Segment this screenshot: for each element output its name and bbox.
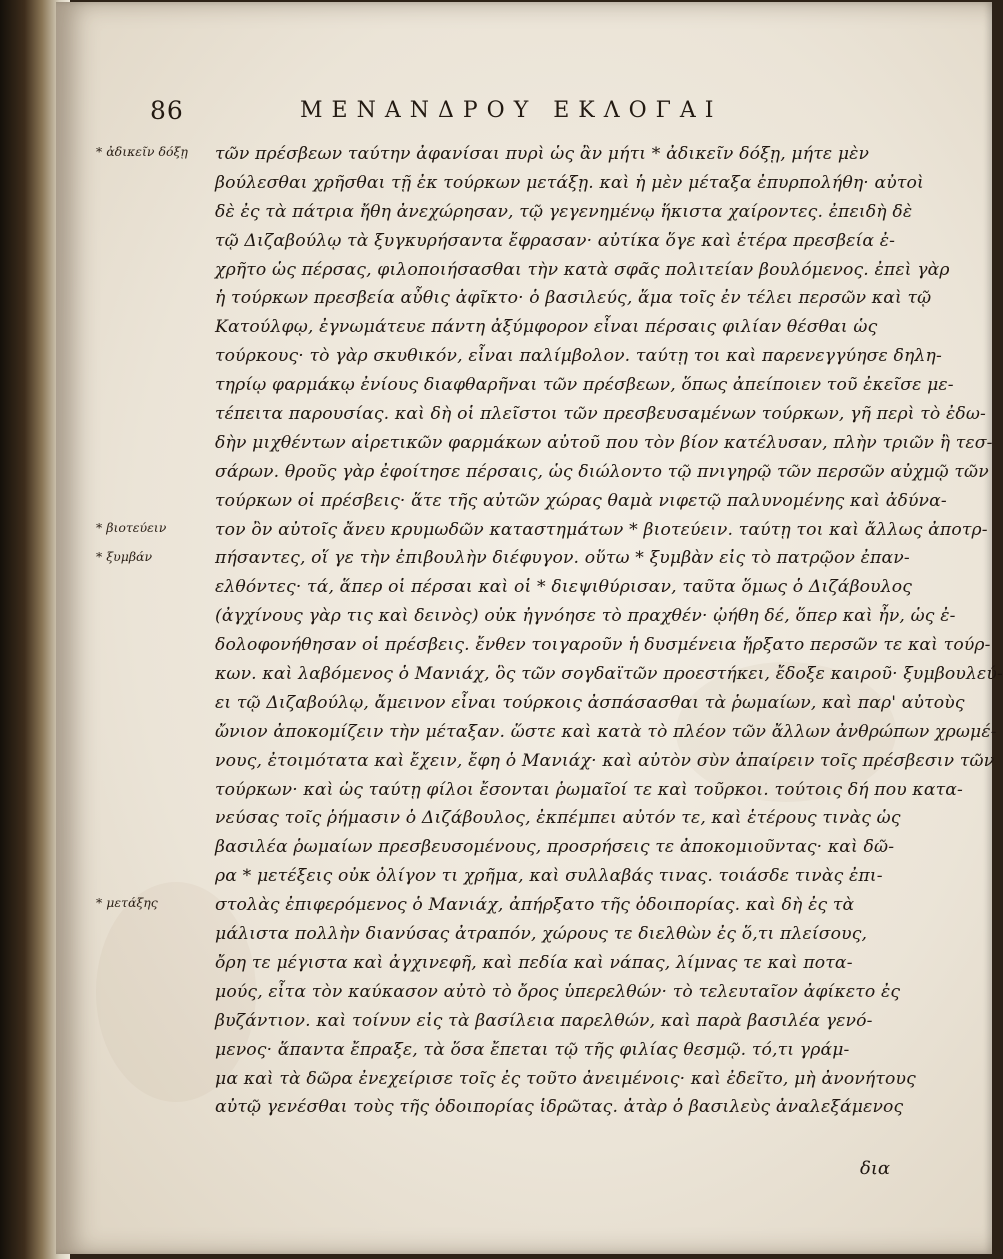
text-line: ὤνιον ἀποκομίζειν τὴν μέταξαν. ὥστε καὶ κατὰ τὸ πλέον τῶν ἄλλων ἀνθρώπων χρωμέ-	[215, 721, 997, 742]
text-line: μούς, εἶτα τὸν καύκασον αὐτὸ τὸ ὄρος ὑπερελθών· τὸ τελευταῖον ἀφίκετο ἐς	[215, 981, 901, 1002]
text-line: αὐτῷ γενέσθαι τοὺς τῆς ὁδοιπορίας ἱδρῶτας. ἀτὰρ ὁ βασιλεὺς ἀναλεξάμενος	[215, 1097, 904, 1118]
running-title: ΜΕΝΑΝΔΡΟΥ ΕΚΛΟΓΑΙ	[300, 98, 723, 123]
main-text-block	[215, 140, 1003, 1122]
text-line: τούρκους· τὸ γὰρ σκυθικόν, εἶναι παλίμβολον. ταύτῃ τοι καὶ παρενεγγύησε δηλη-	[215, 346, 942, 367]
text-line: τηρίῳ φαρμάκῳ ἐνίους διαφθαρῆναι τῶν πρέσβεων, ὅπως ἀπείποιεν τοῦ ἐκεῖσε με-	[215, 375, 954, 396]
text-line: ει τῷ Διζαβούλῳ, ἄμεινον εἶναι τούρκοις ἀσπάσασθαι τὰ ῥωμαίων, καὶ παρ' αὐτοὺς	[215, 692, 965, 713]
marginal-notes	[96, 140, 216, 1140]
text-line: σάρων. θροῦς γὰρ ἐφοίτησε πέρσαις, ὡς διώλοντο τῷ πνιγηρῷ τῶν περσῶν αὐχμῷ τῶν	[215, 461, 989, 482]
text-line: τούρκων· καὶ ὡς ταύτῃ φίλοι ἔσονται ῥωμαῖοί τε καὶ τοῦρκοι. τούτοις δή που κατα-	[215, 779, 963, 800]
text-line: βασιλέα ῥωμαίων πρεσβευσομένους, προσρήσεις τε ἀποκομιοῦντας· καὶ δῶ-	[215, 837, 895, 858]
text-line: δὴν μιχθέντων αἱρετικῶν φαρμάκων αὐτοῦ που τὸν βίον κατέλυσαν, πλὴν τριῶν ἢ τεσ-	[215, 432, 993, 453]
text-line: στολὰς ἐπιφερόμενος ὁ Μανιάχ, ἀπήρξατο τῆς ὁδοιπορίας. καὶ δὴ ἐς τὰ	[215, 895, 855, 916]
text-line: ελθόντες· τά, ἅπερ οἱ πέρσαι καὶ οἱ * διεψιθύρισαν, ταῦτα ὅμως ὁ Διζάβουλος	[215, 577, 913, 598]
text-line: νεύσας τοῖς ῥήμασιν ὁ Διζάβουλος, ἐκπέμπει αὐτόν τε, καὶ ἑτέρους τινὰς ὡς	[215, 808, 901, 829]
text-line: κων. καὶ λαβόμενος ὁ Μανιάχ, ὃς τῶν σογδαϊτῶν προεστήκει, ἔδοξε καιροῦ· ξυμβουλεύ-	[215, 664, 1003, 685]
text-line: νους, ἐτοιμότατα καὶ ἔχειν, ἔφη ὁ Μανιάχ· καὶ αὐτὸν σὺν ἀπαίρειν τοῖς πρέσβεσιν τῶν	[215, 750, 995, 771]
text-line: μάλιστα πολλὴν διανύσας ἀτραπόν, χώρους τε διελθὼν ἐς ὅ,τι πλείσους,	[215, 924, 868, 945]
margin-note: * ξυμβάν	[96, 548, 153, 564]
text-line: τῷ Διζαβούλῳ τὰ ξυγκυρήσαντα ἔφρασαν· αὐτίκα ὅγε καὶ ἑτέρα πρεσβεία ἐ-	[215, 230, 896, 251]
text-line: (ἀγχίνους γὰρ τις καὶ δεινὸς) οὐκ ἠγνόησε τὸ πραχθέν· ᾠήθη δέ, ὅπερ καὶ ἦν, ὡς ἐ-	[215, 606, 956, 627]
text-line: Κατούλφῳ, ἐγνωμάτευε πάντη ἀξύμφορον εἶναι πέρσαις φιλίαν θέσθαι ὡς	[215, 317, 878, 338]
text-line: ἡ τούρκων πρεσβεία αὖθις ἀφῖκτο· ὁ βασιλεύς, ἅμα τοῖς ἐν τέλει περσῶν καὶ τῷ	[215, 288, 932, 309]
text-line: δολοφονήθησαν οἱ πρέσβεις. ἔνθεν τοιγαροῦν ἡ δυσμένεια ἤρξατο περσῶν τε καὶ τούρ-	[215, 635, 991, 656]
text-line: χρῆτο ὡς πέρσας, φιλοποιήσασθαι τὴν κατὰ σφᾶς πολιτείαν βουλόμενος. ἐπεὶ γὰρ	[215, 259, 950, 280]
page-header	[150, 96, 930, 136]
text-line: ὄρη τε μέγιστα καὶ ἀγχινεφῆ, καὶ πεδία καὶ νάπας, λίμνας τε καὶ ποτα-	[215, 952, 853, 973]
text-line: μενος· ἅπαντα ἔπραξε, τὰ ὅσα ἔπεται τῷ τῆς φιλίας θεσμῷ. τό,τι γράμ-	[215, 1039, 850, 1060]
text-line: ρα * μετέξεις οὐκ ὀλίγον τι χρῆμα, καὶ συλλαβάς τινας. τοιάσδε τινὰς ἐπι-	[215, 866, 883, 887]
page-number: 86	[150, 96, 184, 125]
text-line: τον ὂν αὐτοῖς ἄνευ κρυμωδῶν καταστημάτων * βιοτεύειν. ταύτῃ τοι καὶ ἄλλως ἀποτρ-	[215, 519, 988, 540]
text-line: τούρκων οἱ πρέσβεις· ἅτε τῆς αὐτῶν χώρας θαμὰ νιφετῷ παλυνομένης καὶ ἀδύνα-	[215, 490, 947, 511]
text-line: πήσαντες, οἵ γε τὴν ἐπιβουλὴν διέφυγον. οὕτω * ξυμβὰν εἰς τὸ πατρῷον ἐπαν-	[215, 548, 910, 569]
text-line: βυζάντιον. καὶ τοίνυν εἰς τὰ βασίλεια παρελθών, καὶ παρὰ βασιλέα γενό-	[215, 1010, 873, 1031]
margin-note: * βιοτεύειν	[96, 519, 167, 535]
margin-note: * μετάξης	[96, 895, 158, 911]
margin-note: * ἀδικεῖν δόξῃ	[96, 144, 188, 159]
catchword: δια	[860, 1158, 891, 1179]
text-line: τέπειτα παρουσίας. καὶ δὴ οἱ πλεῖστοι τῶν πρεσβευσαμένων τούρκων, γῆ περὶ τὸ ἐδω-	[215, 404, 986, 425]
text-line: βούλεσθαι χρῆσθαι τῇ ἐκ τούρκων μετάξῃ. καὶ ἡ μὲν μέταξα ἐπυρπολήθη· αὐτοὶ	[215, 172, 924, 193]
text-line: δὲ ἐς τὰ πάτρια ἤθη ἀνεχώρησαν, τῷ γεγενημένῳ ἥκιστα χαίροντες. ἐπειδὴ δὲ	[215, 201, 913, 222]
text-line: τῶν πρέσβεων ταύτην ἀφανίσαι πυρὶ ὡς ἂν μήτι * ἀδικεῖν δόξῃ, μήτε μὲν	[215, 144, 870, 164]
text-line: μα καὶ τὰ δῶρα ἐνεχείρισε τοῖς ἐς τοῦτο ἀνειμένοις· καὶ ἐδεῖτο, μὴ ἀνονήτους	[215, 1068, 916, 1089]
